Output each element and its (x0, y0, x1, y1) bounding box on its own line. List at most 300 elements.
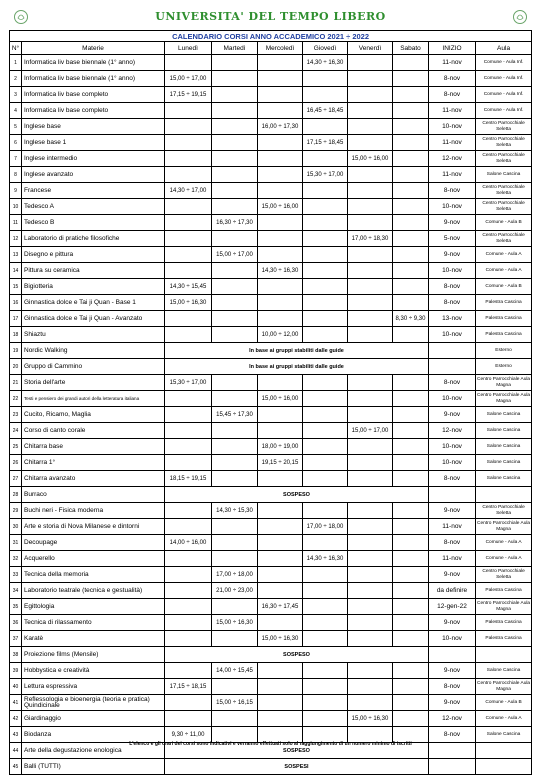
schedule-giovedi: 14,30 ÷ 16,30 (303, 55, 348, 71)
course-name: Tedesco A (22, 199, 165, 215)
schedule-sabato (393, 167, 429, 183)
room: Salone Cascina (476, 423, 532, 439)
course-name: Chitarra 1° (22, 455, 165, 471)
schedule-martedi (212, 439, 258, 455)
schedule-lunedi (165, 247, 212, 263)
course-name: Acquerello (22, 551, 165, 567)
row-number: 20 (10, 359, 22, 375)
schedule-martedi (212, 519, 258, 535)
table-row (10, 375, 532, 391)
start-date: 9-nov (429, 215, 476, 231)
start-date (429, 487, 476, 503)
schedule-martedi: 15,45 ÷ 17,30 (212, 407, 258, 423)
row-number: 5 (10, 119, 22, 135)
schedule-lunedi (165, 151, 212, 167)
room: Salone Cascina (476, 439, 532, 455)
schedule-sabato (393, 615, 429, 631)
table-row (10, 407, 532, 423)
schedule-mercoledi (258, 151, 303, 167)
schedule-martedi: 15,00 ÷ 16,30 (212, 615, 258, 631)
schedule-martedi (212, 231, 258, 247)
schedule-giovedi (303, 663, 348, 679)
row-number: 8 (10, 167, 22, 183)
row-number: 44 (10, 743, 22, 759)
schedule-lunedi (165, 711, 212, 727)
course-name: Chitarra avanzato (22, 471, 165, 487)
course-name: Pittura su ceramica (22, 263, 165, 279)
schedule-martedi (212, 535, 258, 551)
schedule-venerdi (348, 119, 393, 135)
schedule-venerdi (348, 679, 393, 695)
schedule-mercoledi (258, 295, 303, 311)
schedule-mercoledi (258, 663, 303, 679)
row-number: 11 (10, 215, 22, 231)
start-date: 12-gen-22 (429, 599, 476, 615)
start-date: 8-nov (429, 279, 476, 295)
row-number: 37 (10, 631, 22, 647)
schedule-mercoledi (258, 183, 303, 199)
schedule-mercoledi (258, 215, 303, 231)
row-number: 26 (10, 455, 22, 471)
row-number: 1 (10, 55, 22, 71)
schedule-martedi (212, 279, 258, 295)
table-row (10, 631, 532, 647)
row-number: 15 (10, 279, 22, 295)
row-number: 33 (10, 567, 22, 583)
schedule-giovedi (303, 503, 348, 519)
room: Centro Parrocchiale Seletta (476, 231, 532, 247)
course-name: Informatica liv base completo (22, 103, 165, 119)
start-date: 12-nov (429, 711, 476, 727)
course-name: Laboratorio teatrale (tecnica e gestualità) (22, 583, 165, 599)
row-number: 25 (10, 439, 22, 455)
room: Comune - Aula Inf. (476, 87, 532, 103)
schedule-martedi (212, 295, 258, 311)
room: Comune - Aula A (476, 247, 532, 263)
schedule-lunedi (165, 439, 212, 455)
table-row (10, 199, 532, 215)
schedule-venerdi (348, 167, 393, 183)
table-row (10, 71, 532, 87)
schedule-martedi: 15,00 ÷ 17,00 (212, 247, 258, 263)
schedule-mercoledi: 18,00 ÷ 19,00 (258, 439, 303, 455)
schedule-mercoledi (258, 55, 303, 71)
table-row (10, 583, 532, 599)
start-date (429, 359, 476, 375)
start-date: 11-nov (429, 167, 476, 183)
schedule-martedi (212, 391, 258, 407)
schedule-venerdi (348, 215, 393, 231)
schedule-note: In base ai gruppi stabiliti dalle guide (165, 343, 429, 359)
schedule-lunedi: 17,15 ÷ 19,15 (165, 87, 212, 103)
row-number: 43 (10, 727, 22, 743)
course-name: Informatica liv base biennale (1° anno) (22, 55, 165, 71)
schedule-martedi (212, 87, 258, 103)
schedule-giovedi (303, 407, 348, 423)
schedule-sabato (393, 535, 429, 551)
table-row (10, 311, 532, 327)
schedule-giovedi (303, 295, 348, 311)
schedule-sabato (393, 631, 429, 647)
start-date: 12-nov (429, 151, 476, 167)
schedule-giovedi (303, 583, 348, 599)
schedule-sabato (393, 407, 429, 423)
schedule-lunedi (165, 391, 212, 407)
start-date: 8-nov (429, 679, 476, 695)
schedule-giovedi (303, 615, 348, 631)
schedule-sabato (393, 423, 429, 439)
schedule-sabato (393, 439, 429, 455)
schedule-sabato (393, 567, 429, 583)
schedule-martedi: 14,30 ÷ 15,30 (212, 503, 258, 519)
schedule-giovedi (303, 183, 348, 199)
schedule-venerdi (348, 663, 393, 679)
start-date: 10-nov (429, 455, 476, 471)
room: Comune - Aula A (476, 551, 532, 567)
schedule-giovedi (303, 151, 348, 167)
start-date: 9-nov (429, 567, 476, 583)
room: Salone Cascina (476, 471, 532, 487)
schedule-martedi (212, 711, 258, 727)
schedule-venerdi (348, 455, 393, 471)
table-row (10, 103, 532, 119)
schedule-mercoledi (258, 551, 303, 567)
course-name: Biodanza (22, 727, 165, 743)
course-name: Reflessologia e bioenergia (teoria e pratica) Quindicinale (22, 695, 165, 711)
table-row (10, 183, 532, 199)
row-number: 39 (10, 663, 22, 679)
course-name: Hobbystica e creatività (22, 663, 165, 679)
course-name: Storia dell'arte (22, 375, 165, 391)
table-row (10, 695, 532, 711)
table-row (10, 423, 532, 439)
room: Palestra Cascina (476, 295, 532, 311)
start-date (429, 343, 476, 359)
schedule-lunedi (165, 199, 212, 215)
schedule-lunedi (165, 55, 212, 71)
schedule-venerdi (348, 407, 393, 423)
room: Centro Parrocchiale Aula Magna (476, 375, 532, 391)
schedule-giovedi (303, 279, 348, 295)
start-date: 10-nov (429, 119, 476, 135)
schedule-giovedi: 17,15 ÷ 18,45 (303, 135, 348, 151)
schedule-venerdi (348, 567, 393, 583)
room: Centro Parrocchiale Aula Magna (476, 679, 532, 695)
column-header: Mercoledì (258, 42, 303, 55)
course-name: Karatè (22, 631, 165, 647)
room: Salone Cascina (476, 167, 532, 183)
row-number: 9 (10, 183, 22, 199)
schedule-martedi (212, 263, 258, 279)
schedule-sabato (393, 263, 429, 279)
row-number: 28 (10, 487, 22, 503)
schedule-mercoledi (258, 535, 303, 551)
schedule-martedi: 14,00 ÷ 15,45 (212, 663, 258, 679)
course-name: Shiaztu (22, 327, 165, 343)
schedule-lunedi: 14,30 ÷ 17,00 (165, 183, 212, 199)
course-name: Balli (TUTTI) (22, 759, 165, 775)
start-date: 8-nov (429, 727, 476, 743)
start-date: 9-nov (429, 503, 476, 519)
course-name: Ginnastica dolce e Tai ji Quan - Avanzato (22, 311, 165, 327)
schedule-mercoledi (258, 279, 303, 295)
course-name: Burraco (22, 487, 165, 503)
start-date: 10-nov (429, 631, 476, 647)
schedule-mercoledi (258, 583, 303, 599)
row-number: 31 (10, 535, 22, 551)
room: Centro Parrocchiale Seletta (476, 119, 532, 135)
schedule-venerdi (348, 183, 393, 199)
room: Comune - Aula A (476, 263, 532, 279)
table-row (10, 455, 532, 471)
schedule-lunedi: 17,15 ÷ 18,15 (165, 679, 212, 695)
course-name: Cucito, Ricamo, Maglia (22, 407, 165, 423)
course-name: Gruppo di Cammino (22, 359, 165, 375)
start-date: 10-nov (429, 327, 476, 343)
table-row (10, 343, 532, 359)
schedule-sabato (393, 183, 429, 199)
schedule-giovedi (303, 119, 348, 135)
table-row (10, 135, 532, 151)
schedule-lunedi (165, 583, 212, 599)
schedule-sabato (393, 375, 429, 391)
schedule-venerdi (348, 263, 393, 279)
schedule-martedi (212, 71, 258, 87)
schedule-martedi (212, 423, 258, 439)
start-date: 10-nov (429, 263, 476, 279)
table-row (10, 519, 532, 535)
start-date: 8-nov (429, 295, 476, 311)
schedule-venerdi (348, 87, 393, 103)
schedule-venerdi (348, 503, 393, 519)
schedule-lunedi (165, 423, 212, 439)
column-header: Giovedì (303, 42, 348, 55)
schedule-venerdi (348, 631, 393, 647)
schedule-venerdi (348, 279, 393, 295)
column-header: Venerdì (348, 42, 393, 55)
schedule-giovedi: 14,30 ÷ 16,30 (303, 551, 348, 567)
course-name: Inglese base (22, 119, 165, 135)
page-title: UNIVERSITA' DEL TEMPO LIBERO (155, 10, 386, 23)
row-number: 32 (10, 551, 22, 567)
course-name: Inglese avanzato (22, 167, 165, 183)
room: Comune - Aula Inf. (476, 71, 532, 87)
room (476, 487, 532, 503)
schedule-giovedi (303, 695, 348, 711)
room (476, 759, 532, 775)
room: Centro Parrocchiale Seletta (476, 199, 532, 215)
column-header: N° (10, 42, 22, 55)
course-name: Testi e pensiero dei grandi autori della letteratura italiana (22, 391, 165, 407)
table-row (10, 663, 532, 679)
start-date: 11-nov (429, 103, 476, 119)
schedule-venerdi: 15,00 ÷ 16,00 (348, 151, 393, 167)
schedule-martedi: 15,00 ÷ 16,15 (212, 695, 258, 711)
schedule-note: SOSPESO (165, 487, 429, 503)
room: Palestra Cascina (476, 631, 532, 647)
schedule-venerdi (348, 519, 393, 535)
schedule-lunedi (165, 327, 212, 343)
course-name: Nordic Walking (22, 343, 165, 359)
start-date: 9-nov (429, 615, 476, 631)
table-row (10, 711, 532, 727)
table-row (10, 295, 532, 311)
schedule-mercoledi (258, 679, 303, 695)
table-row (10, 615, 532, 631)
schedule-giovedi (303, 263, 348, 279)
schedule-giovedi (303, 471, 348, 487)
start-date (429, 759, 476, 775)
start-date: 13-nov (429, 311, 476, 327)
schedule-martedi (212, 199, 258, 215)
schedule-lunedi (165, 407, 212, 423)
start-date: 11-nov (429, 551, 476, 567)
schedule-martedi (212, 119, 258, 135)
schedule-note: In base ai gruppi stabiliti dalle guide (165, 359, 429, 375)
row-number: 16 (10, 295, 22, 311)
course-name: Proiezione films (Mensile) (22, 647, 165, 663)
schedule-venerdi (348, 535, 393, 551)
row-number: 36 (10, 615, 22, 631)
course-name: Lettura espressiva (22, 679, 165, 695)
start-date: 9-nov (429, 695, 476, 711)
row-number: 3 (10, 87, 22, 103)
column-header: Lunedì (165, 42, 212, 55)
start-date: 10-nov (429, 391, 476, 407)
schedule-venerdi (348, 295, 393, 311)
room: Centro Parrocchiale Aula Magna (476, 599, 532, 615)
schedule-martedi (212, 599, 258, 615)
schedule-mercoledi (258, 135, 303, 151)
schedule-lunedi (165, 615, 212, 631)
schedule-martedi (212, 679, 258, 695)
schedule-martedi (212, 135, 258, 151)
schedule-mercoledi (258, 567, 303, 583)
schedule-martedi: 17,00 ÷ 18,00 (212, 567, 258, 583)
table-row (10, 263, 532, 279)
schedule-mercoledi (258, 615, 303, 631)
schedule-venerdi (348, 311, 393, 327)
schedule-venerdi: 15,00 ÷ 17,00 (348, 423, 393, 439)
schedule-lunedi (165, 519, 212, 535)
schedule-martedi (212, 151, 258, 167)
schedule-martedi (212, 631, 258, 647)
schedule-sabato (393, 599, 429, 615)
table-row (10, 439, 532, 455)
start-date: 11-nov (429, 135, 476, 151)
row-number: 14 (10, 263, 22, 279)
start-date: 10-nov (429, 439, 476, 455)
start-date: 8-nov (429, 183, 476, 199)
schedule-giovedi: 16,45 ÷ 18,45 (303, 103, 348, 119)
schedule-lunedi (165, 503, 212, 519)
schedule-mercoledi: 16,00 ÷ 17,30 (258, 119, 303, 135)
schedule-sabato (393, 231, 429, 247)
schedule-sabato (393, 327, 429, 343)
schedule-sabato (393, 679, 429, 695)
schedule-mercoledi (258, 423, 303, 439)
schedule-note: SOSPESO (165, 647, 429, 663)
schedule-lunedi: 14,00 ÷ 16,00 (165, 535, 212, 551)
course-calendar-table (9, 30, 532, 775)
schedule-mercoledi (258, 231, 303, 247)
row-number: 23 (10, 407, 22, 423)
schedule-lunedi (165, 215, 212, 231)
schedule-note: SOSPESO (165, 743, 429, 759)
room: Comune - Aula A (476, 711, 532, 727)
row-number: 17 (10, 311, 22, 327)
schedule-mercoledi: 15,00 ÷ 16,30 (258, 631, 303, 647)
schedule-martedi (212, 327, 258, 343)
schedule-sabato (393, 103, 429, 119)
room: Palestra Cascina (476, 327, 532, 343)
schedule-giovedi (303, 327, 348, 343)
row-number: 6 (10, 135, 22, 151)
schedule-venerdi (348, 375, 393, 391)
schedule-giovedi (303, 423, 348, 439)
schedule-lunedi (165, 167, 212, 183)
course-name: Arte della degustazione enologica (22, 743, 165, 759)
schedule-lunedi (165, 631, 212, 647)
room: Centro Parrocchiale Seletta (476, 183, 532, 199)
schedule-venerdi (348, 583, 393, 599)
course-name: Ginnastica dolce e Tai ji Quan - Base 1 (22, 295, 165, 311)
schedule-mercoledi (258, 375, 303, 391)
table-row (10, 567, 532, 583)
schedule-giovedi (303, 679, 348, 695)
table-row (10, 247, 532, 263)
schedule-sabato (393, 695, 429, 711)
room: Palestra Cascina (476, 311, 532, 327)
course-name: Decoupage (22, 535, 165, 551)
schedule-sabato (393, 247, 429, 263)
schedule-sabato (393, 215, 429, 231)
column-header: Sabato (393, 42, 429, 55)
schedule-lunedi (165, 695, 212, 711)
schedule-lunedi (165, 263, 212, 279)
schedule-lunedi: 9,30 ÷ 11,00 (165, 727, 212, 743)
course-name: Informatica liv base completo (22, 87, 165, 103)
calendar-subtitle: CALENDARIO CORSI ANNO ACCADEMICO 2021 ÷ 2022 (10, 31, 532, 42)
schedule-venerdi (348, 327, 393, 343)
schedule-giovedi (303, 455, 348, 471)
table-row (10, 599, 532, 615)
schedule-martedi: 21,00 ÷ 23,00 (212, 583, 258, 599)
schedule-giovedi (303, 311, 348, 327)
schedule-venerdi (348, 439, 393, 455)
course-name: Francese (22, 183, 165, 199)
schedule-venerdi (348, 599, 393, 615)
schedule-lunedi (165, 551, 212, 567)
start-date: 5-nov (429, 231, 476, 247)
footer-note: L'elenco e gli orari dei corsi sono indicativi e verranno effettuati solo al raggiungimento di un numero minimo di iscritti (129, 741, 412, 747)
row-number: 27 (10, 471, 22, 487)
room: Centro Parrocchiale Seletta (476, 503, 532, 519)
schedule-venerdi: 17,00 ÷ 18,30 (348, 231, 393, 247)
course-name: Egittologia (22, 599, 165, 615)
schedule-sabato (393, 135, 429, 151)
schedule-martedi (212, 311, 258, 327)
table-row (10, 679, 532, 695)
table-row (10, 231, 532, 247)
schedule-venerdi (348, 695, 393, 711)
start-date: 10-nov (429, 199, 476, 215)
schedule-sabato (393, 119, 429, 135)
schedule-sabato: 8,30 ÷ 9,30 (393, 311, 429, 327)
schedule-martedi (212, 375, 258, 391)
row-number: 7 (10, 151, 22, 167)
course-name: Tecnica della memoria (22, 567, 165, 583)
